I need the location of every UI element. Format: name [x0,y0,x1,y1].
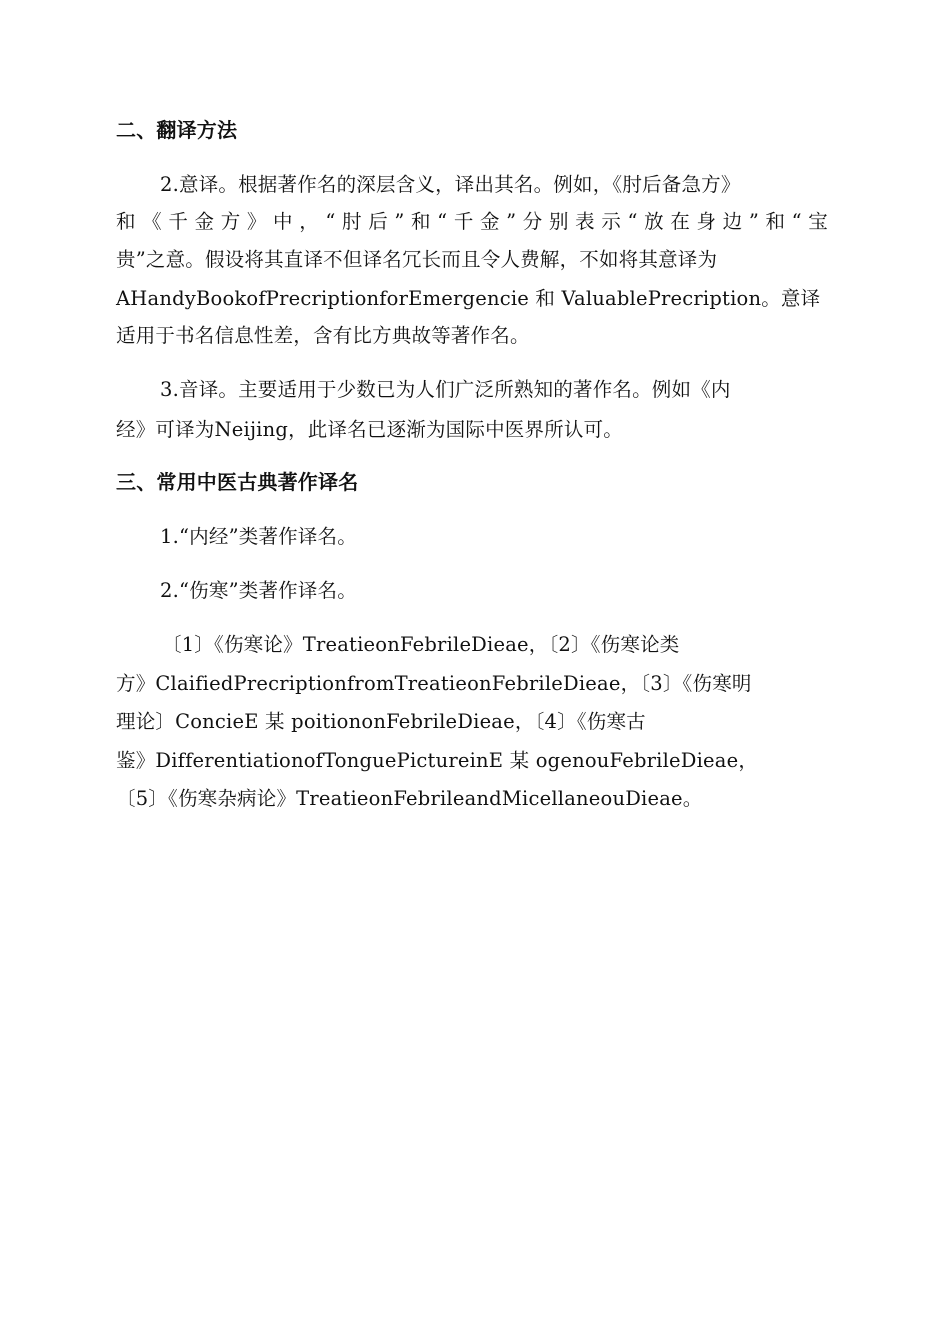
paragraph-line: 适用于书名信息性差，含有比方典故等著作名。 [116,324,530,347]
reference-line: 鉴》DifferentiationofTonguePictureinE 某 ogenouFebrileDieae， [116,749,759,772]
paragraph-line: 和《千金方》中，“肘后”和“千金”分别表示“放在身边”和“宝 [116,210,828,233]
reference-line: 〔5〕《伤寒杂病论》TreatieonFebrileandMicellaneouDieae。 [116,787,703,810]
paragraph-line: 经》可译为Neijing，此译名已逐渐为国际中医界所认可。 [116,418,623,441]
section-heading-translation-methods: 二、翻译方法 [116,118,238,142]
paragraph-line: 2.意译。根据著作名的深层含义，译出其名。例如，《肘后备急方》 [160,173,741,196]
reference-line: 方》ClaifiedPrecriptionfromTreatieonFebrileDieae，〔3〕《伤寒明 [116,672,752,695]
paragraph-line: 贵”之意。假设将其直译不但译名冗长而且令人费解，不如将其意译为 [116,248,718,271]
reference-line: 理论〕ConcieE 某 poitiononFebrileDieae，〔4〕《伤寒古 [116,710,646,733]
paragraph-line: 3.音译。主要适用于少数已为人们广泛所熟知的著作名。例如《内 [160,378,731,401]
list-item-heading: 1.“内经”类著作译名。 [160,525,357,548]
paragraph-line: AHandyBookofPrecriptionforEmergencie 和 ValuablePrecription。意译 [116,287,821,310]
reference-line: 〔1〕《伤寒论》TreatieonFebrileDieae，〔2〕《伤寒论类 [162,633,680,656]
section-heading-classic-works: 三、常用中医古典著作译名 [116,470,359,494]
list-item-heading: 2.“伤寒”类著作译名。 [160,579,357,602]
